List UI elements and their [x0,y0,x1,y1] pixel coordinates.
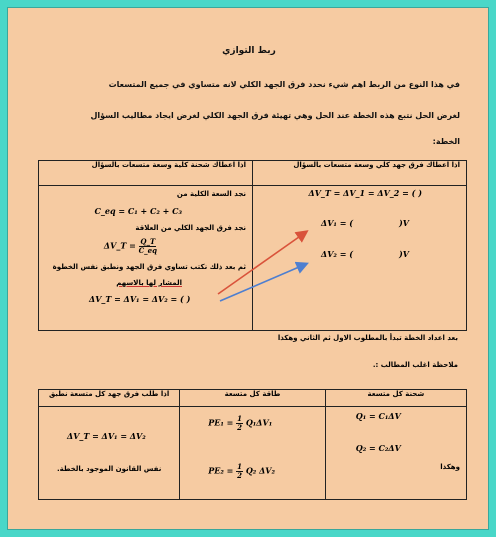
left-cell-line-2: نجد فرق الجهد الكلي من العلاقة [135,224,246,232]
v2-equation: ΔV₂ = ( [321,249,353,259]
voltage-cell [39,407,180,500]
ceq-equation: C_eq = C₁ + C₂ + C₃ [94,206,182,216]
pe2-rhs: Q₂ ΔV₂ [245,465,275,476]
document-page [7,7,489,530]
plan-table-header-left: اذا اعطاك شحنة كلية وسعة متسعات بالسؤال [39,161,253,186]
note-common-requests: ملاحظة اغلب المطالب :. [372,361,458,369]
vt-fraction-denominator: C_eq [138,246,157,255]
pe2-fraction [236,463,243,480]
page-title: ربط التوازي [222,46,276,56]
requests-header-charge: شحنة كل متسعة [325,390,466,407]
pe1-lhs: PE₁ = [208,417,234,428]
left-final-equation: ΔV_T = ΔV₁ = ΔV₂ = ( ) [89,294,191,304]
vt-fraction-numerator: Q_T [140,237,156,246]
red-arrow [218,232,306,294]
requests-table [38,389,467,500]
pe1-rhs: Q₁ΔV₁ [245,417,273,428]
voltage-equation: ΔV_T = ΔV₁ = ΔV₂ [67,431,146,441]
intro-text-line-1: في هذا النوع من الربط اهم شيء نحدد فرق الجهد الكلي لانه متساوي في جميع المتسعات [108,80,460,89]
note-after-plan: بعد اعداد الخطة تبدأ بالمطلوب الاول ثم الثاني وهكذا [277,334,458,342]
requests-header-energy: طاقة كل متسعة [180,390,326,407]
voltage-text: نفس القانون الموجود بالخطة. [57,465,162,473]
pe2-fraction-denominator: 2 [237,471,243,480]
plan-table-header-right: اذا اعطاك فرق جهد كلي وسعة متسعات بالسؤال [253,161,467,186]
v2-unit: )V [399,249,409,259]
left-cell-line-4: المشار لها بالاسهم [116,279,182,287]
vt-equation-lhs: ΔV_T = [103,240,136,251]
requests-header-voltage: اذا طلب فرق جهد كل متسعة نطبق [39,390,180,407]
pe1-fraction-numerator: 1 [237,414,243,423]
plan-label: الخطة: [432,137,460,146]
q2-equation: Q₂ = C₂ΔV [355,443,401,453]
energy-cell [180,407,326,500]
charge-cell [325,407,466,500]
intro-text-line-2: لغرض الحل نتبع هذه الخطة عند الحل وهي تهيئة فرق الجهد الكلي لغرض ايجاد مطاليب السؤال [90,111,460,120]
left-cell-line-1: نجد السعة الكلية من [176,190,246,198]
right-total-equation: ΔV_T = ΔV_1 = ΔV_2 = ( ) [308,188,422,198]
pe2-equation [208,463,275,480]
v1-equation: ΔV₁ = ( [321,218,353,228]
etc-text: وهكذا [440,463,460,471]
pe1-fraction-denominator: 2 [237,423,243,432]
pe2-lhs: PE₂ = [208,465,234,476]
pe2-fraction-numerator: 1 [237,462,243,471]
blue-arrow [220,264,306,301]
v1-unit: )V [399,218,409,228]
q1-equation: Q₁ = C₁ΔV [355,411,401,421]
pe1-equation [208,415,272,432]
left-cell-line-3: ثم بعد ذلك نكتب تساوي فرق الجهد ونطبق نفس الخطوة [52,263,246,271]
pe1-fraction [236,415,243,432]
